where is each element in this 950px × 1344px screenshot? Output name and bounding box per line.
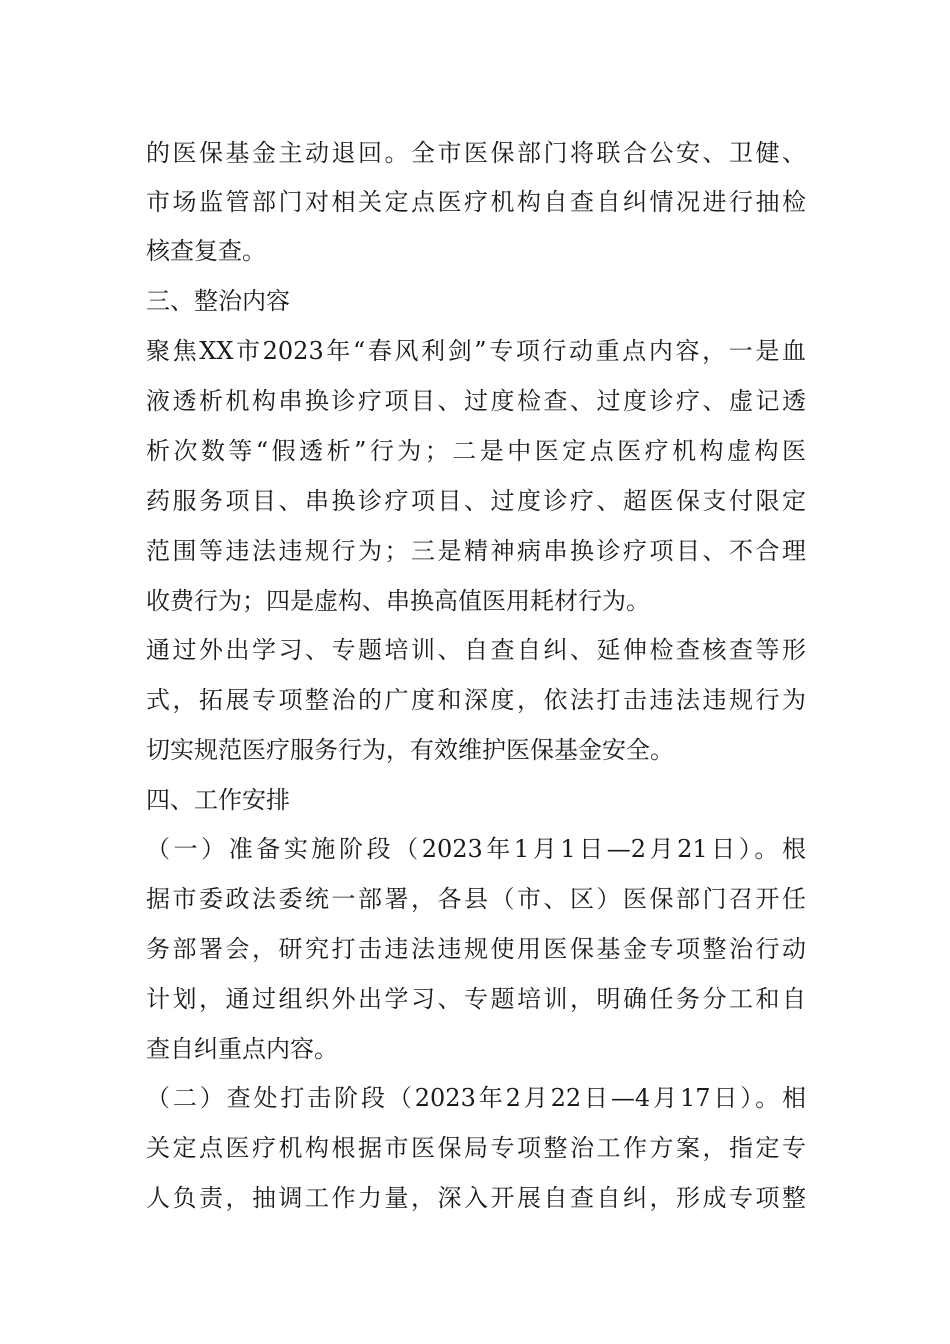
text-line: 人负责，抽调工作力量，深入开展自查自纠，形成专项整 <box>146 1184 806 1212</box>
text-line: 析次数等“假透析”行为；二是中医定点医疗机构虚构医 <box>146 437 806 465</box>
text-line: 的医保基金主动退回。全市医保部门将联合公安、卫健、 <box>146 139 806 167</box>
text-line: 查自纠重点内容。 <box>146 1035 338 1063</box>
text-line: 据市委政法委统一部署，各县（市、区）医保部门召开任 <box>146 885 806 913</box>
text-line: 务部署会，研究打击违法违规使用医保基金专项整治行动 <box>146 935 806 963</box>
section-heading: 四、工作安排 <box>146 786 290 814</box>
text-line: 药服务项目、串换诊疗项目、过度诊疗、超医保支付限定 <box>146 487 806 515</box>
text-line: 通过外出学习、专题培训、自查自纠、延伸检查核查等形 <box>146 636 806 664</box>
text-line: 切实规范医疗服务行为，有效维护医保基金安全。 <box>146 736 674 764</box>
text-line: 收费行为；四是虚构、串换高值医用耗材行为。 <box>146 587 650 615</box>
section-heading: 三、整治内容 <box>146 287 290 315</box>
text-line: 计划，通过组织外出学习、专题培训，明确任务分工和自 <box>146 985 806 1013</box>
text-line: （一）准备实施阶段（2023年1月1日—2月21日）。根 <box>146 835 806 863</box>
text-line: 范围等违法违规行为；三是精神病串换诊疗项目、不合理 <box>146 537 806 565</box>
text-line: 式，拓展专项整治的广度和深度，依法打击违法违规行为 <box>146 686 806 714</box>
text-line: 关定点医疗机构根据市医保局专项整治工作方案，指定专 <box>146 1134 806 1162</box>
text-line: 聚焦XX市2023年“春风利剑”专项行动重点内容，一是血 <box>146 337 806 365</box>
text-line: 核查复查。 <box>146 237 266 265</box>
text-line: （二）查处打击阶段（2023年2月22日—4月17日）。相 <box>146 1084 806 1112</box>
text-line: 液透析机构串换诊疗项目、过度检查、过度诊疗、虚记透 <box>146 387 806 415</box>
text-line: 市场监管部门对相关定点医疗机构自查自纠情况进行抽检 <box>146 188 806 216</box>
